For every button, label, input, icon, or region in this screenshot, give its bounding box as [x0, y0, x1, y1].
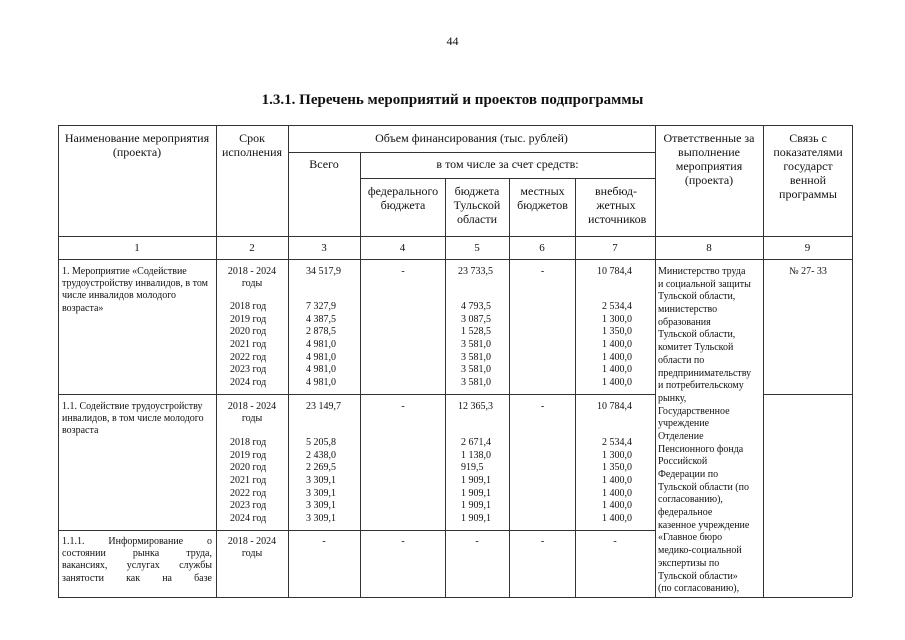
header-term: Срок исполнения — [221, 131, 283, 159]
row1-local: - — [540, 266, 545, 277]
year-label: 2018 год — [230, 437, 267, 448]
responsible-line: Тульской области, — [658, 329, 736, 341]
year-regional: 919,5 — [461, 462, 484, 474]
year-offbudget: 1 400,0 — [602, 500, 632, 512]
year-offbudget: 1 300,0 — [602, 449, 632, 461]
responsible-line: области по — [658, 354, 705, 366]
column-number: 5 — [474, 242, 480, 254]
header-funding: Объем финансирования (тыс. рублей) — [375, 131, 568, 145]
row1-name: 1. Мероприятие «Содействие трудоустройству инвалидов, в том числе инвалидов молодого возраста» — [62, 266, 208, 314]
responsible-line: Российской — [658, 456, 708, 468]
header-regional: бюджета Тульской области — [453, 184, 501, 226]
year-total: 4 981,0 — [306, 377, 336, 389]
responsible-line: экспертизы по — [658, 557, 720, 569]
year-total: 2 878,5 — [306, 326, 336, 338]
header-total: Всего — [309, 157, 339, 171]
row2-total: 23 149,7 — [306, 401, 341, 412]
responsible-line: согласованию), — [658, 494, 723, 506]
responsible-line: Государственное — [658, 405, 730, 417]
year-total: 4 981,0 — [306, 364, 336, 376]
column-number: 7 — [612, 242, 618, 254]
year-regional: 3 581,0 — [461, 351, 491, 363]
column-number: 9 — [804, 242, 811, 254]
year-regional: 3 581,0 — [461, 339, 491, 351]
year-offbudget: 1 400,0 — [602, 513, 632, 525]
year-total: 5 205,8 — [306, 437, 336, 448]
year-offbudget: 2 534,4 — [602, 301, 632, 312]
responsible-line: министерство — [658, 304, 718, 316]
row2-federal: - — [401, 401, 405, 412]
year-regional: 3 581,0 — [461, 364, 491, 376]
header-including: в том числе за счет средств: — [436, 157, 579, 171]
row2-name: 1.1. Содействие трудоустройству инвалидов, в том числе молодого возраста — [62, 401, 204, 437]
row1-year-totals — [306, 301, 358, 390]
row2-period: 2018 - 2024 годы — [227, 401, 277, 425]
row3-name-line: состоянии рынка труда, — [62, 548, 212, 560]
row3-name-line: вакансиях, услугах службы — [62, 560, 212, 572]
responsible-line: и социальной защиты — [658, 278, 751, 290]
responsible-line: образования — [658, 316, 711, 328]
responsible-line: Отделение — [658, 430, 704, 442]
year-offbudget: 1 350,0 — [602, 462, 632, 474]
row1-total: 34 517,9 — [306, 266, 341, 277]
year-label: 2021 год — [230, 339, 267, 351]
row2-year-totals — [306, 437, 358, 526]
section-title: 1.3.1. Перечень мероприятий и проектов подпрограммы — [261, 92, 644, 108]
year-label: 2022 год — [230, 487, 267, 499]
row1-federal: - — [401, 266, 405, 277]
responsible-line: (по согласованию), — [658, 583, 740, 595]
header-link: Связь с показателями государст венной программы — [773, 131, 843, 201]
responsible-line: Тульской области, — [658, 291, 736, 303]
year-offbudget: 1 400,0 — [602, 364, 632, 376]
row1-period: 2018 - 2024 годы — [227, 266, 277, 290]
year-label: 2024 год — [230, 377, 267, 389]
year-offbudget: 1 400,0 — [602, 339, 632, 351]
row3-offbudget: - — [613, 536, 617, 547]
responsible-line: Тульской области (по — [658, 481, 749, 493]
year-total: 3 309,1 — [306, 487, 336, 499]
year-regional: 2 671,4 — [461, 437, 491, 448]
row2-year-regional — [461, 437, 507, 526]
responsible-line: казенное учреждение — [658, 519, 750, 531]
responsible-line: предпринимательству — [658, 367, 752, 379]
year-total: 4 981,0 — [306, 351, 336, 363]
year-label: 2018 год — [230, 301, 267, 312]
row2-offbudget: 10 784,4 — [597, 401, 632, 412]
row1-link: № 27- 33 — [789, 266, 827, 277]
row3-local: - — [540, 536, 545, 547]
year-regional: 3 581,0 — [461, 377, 491, 389]
year-label: 2022 год — [230, 351, 267, 363]
year-offbudget: 1 400,0 — [602, 351, 632, 363]
header-offbudget: внебюд-жетных источников — [588, 184, 647, 226]
year-regional: 1 528,5 — [461, 326, 491, 338]
year-regional: 4 793,5 — [461, 301, 491, 312]
year-offbudget: 1 400,0 — [602, 475, 632, 487]
column-number: 8 — [706, 242, 712, 254]
row3-total: - — [322, 536, 326, 547]
year-total: 4 387,5 — [306, 313, 336, 325]
year-offbudget: 1 300,0 — [602, 313, 632, 325]
year-offbudget: 1 400,0 — [602, 377, 632, 389]
responsible-line: комитет Тульской — [658, 342, 734, 354]
year-regional: 1 909,1 — [461, 513, 491, 525]
year-label: 2019 год — [230, 313, 267, 325]
year-regional: 1 909,1 — [461, 475, 491, 487]
year-offbudget: 1 350,0 — [602, 326, 632, 338]
year-label: 2020 год — [230, 326, 267, 338]
year-total: 4 981,0 — [306, 339, 336, 351]
year-total: 3 309,1 — [306, 500, 336, 512]
responsible-line: «Главное бюро — [658, 532, 723, 544]
year-total: 2 438,0 — [306, 449, 336, 461]
row1-offbudget: 10 784,4 — [597, 266, 632, 277]
header-responsible: Ответственные за выполнение мероприятия (проекта) — [663, 131, 755, 187]
column-number: 4 — [399, 242, 406, 254]
year-total: 7 327,9 — [306, 301, 336, 312]
row3-name-line: 1.1.1. Информирование о — [62, 536, 212, 547]
row1-years — [230, 301, 286, 390]
row2-local: - — [540, 401, 545, 412]
header-local: местных бюджетов — [517, 184, 568, 212]
responsible-line: Тульской области» — [658, 570, 738, 582]
row3-name — [62, 536, 212, 585]
column-number: 3 — [321, 242, 327, 254]
responsible-line: учреждение — [658, 418, 710, 430]
responsible-line: Федерации по — [658, 469, 719, 480]
row2-year-offbudget — [577, 437, 632, 526]
header-federal: федерального бюджета — [367, 184, 439, 212]
year-label: 2020 год — [230, 462, 267, 474]
year-label: 2023 год — [230, 500, 267, 512]
row3-federal: - — [401, 536, 405, 547]
responsible-line: медико-социальной — [658, 545, 742, 557]
row3-name-line: занятости как на базе — [62, 572, 212, 584]
year-regional: 1 909,1 — [461, 500, 491, 512]
row2-years — [230, 437, 286, 526]
year-offbudget: 1 400,0 — [602, 487, 632, 499]
responsible-line: федеральное — [658, 507, 713, 519]
row1-year-regional — [461, 301, 507, 390]
column-number: 6 — [539, 242, 545, 254]
column-number: 1 — [134, 242, 140, 254]
row3-period: 2018 - 2024 годы — [227, 536, 277, 560]
year-label: 2024 год — [230, 513, 267, 525]
row2-regional: 12 365,3 — [458, 401, 493, 412]
year-label: 2021 год — [230, 475, 267, 487]
row1-year-offbudget — [577, 301, 632, 390]
year-total: 3 309,1 — [306, 475, 336, 487]
year-total: 3 309,1 — [306, 513, 336, 525]
responsible-line: рынку, — [658, 392, 687, 404]
responsible-line: Министерство труда — [658, 266, 746, 277]
year-total: 2 269,5 — [306, 462, 336, 474]
responsible-line: и потребительскому — [658, 380, 744, 392]
responsible-line: Пенсионного фонда — [658, 443, 744, 455]
row1-regional: 23 733,5 — [458, 266, 493, 277]
row3-regional: - — [475, 536, 479, 547]
page-number: 44 — [446, 34, 459, 48]
column-number: 2 — [249, 242, 255, 254]
year-regional: 3 087,5 — [461, 313, 491, 325]
header-name: Наименование мероприятия (проекта) — [64, 131, 210, 159]
year-label: 2019 год — [230, 449, 267, 461]
year-label: 2023 год — [230, 364, 267, 376]
year-offbudget: 2 534,4 — [602, 437, 632, 448]
responsible-executors — [658, 266, 762, 596]
year-regional: 1 138,0 — [461, 449, 491, 461]
year-regional: 1 909,1 — [461, 487, 491, 499]
